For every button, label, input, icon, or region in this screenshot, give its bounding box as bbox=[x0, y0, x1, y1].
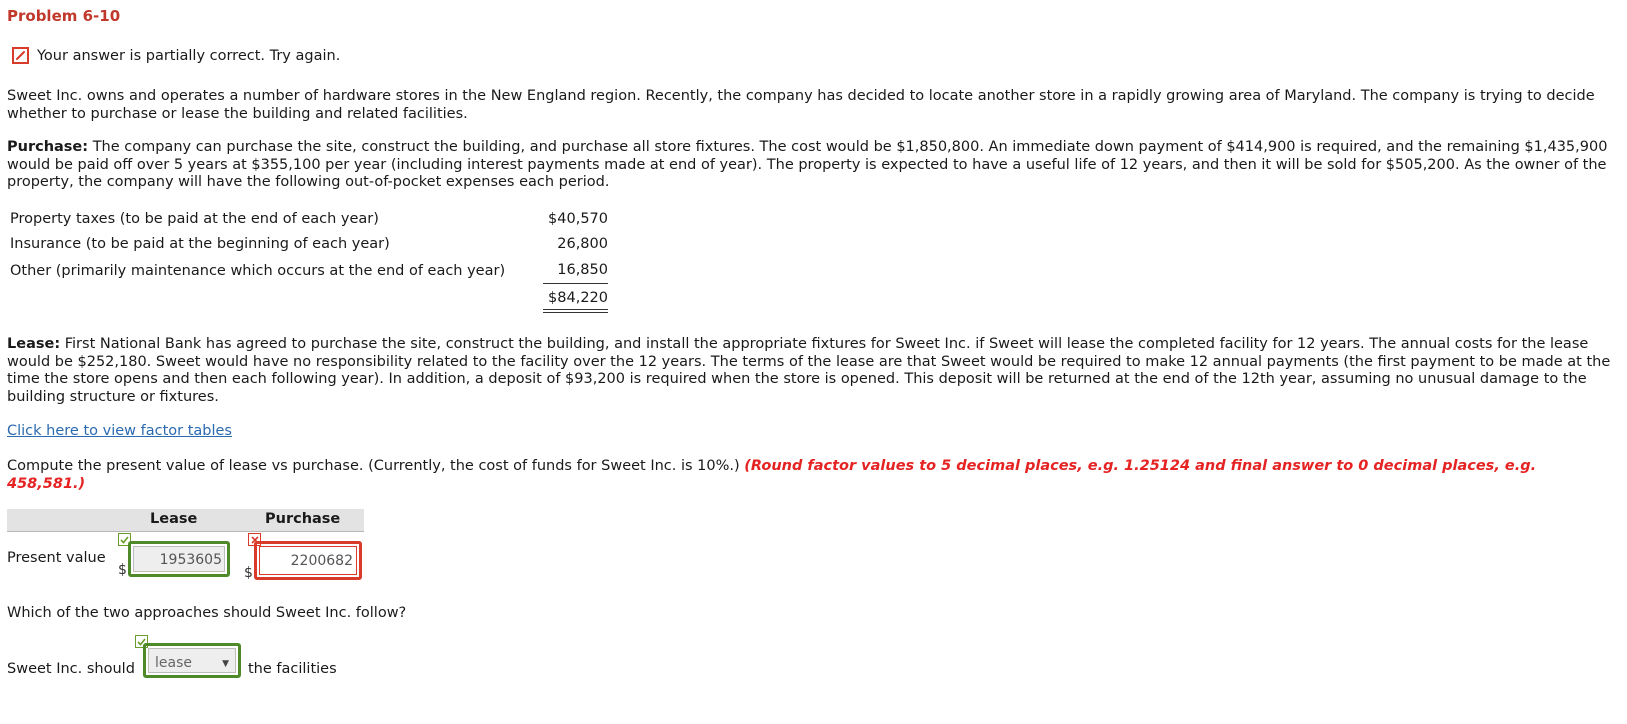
purchase-present-value-field[interactable] bbox=[254, 541, 362, 580]
purchase-present-value-input[interactable]: 2200682 bbox=[261, 548, 355, 573]
purchase-currency-symbol: $ bbox=[244, 565, 253, 581]
rounding-instruction: (Round factor values to 5 decimal places, e.g. 1.25124 and final answer to 0 decimal places, e.g. 458,581.) bbox=[7, 458, 1537, 492]
lease-text: First National Bank has agreed to purchase the site, construct the building, and install the appropriate fixtures for Sweet Inc. if Sweet will lease the completed facility for 12 years. The annual costs for the lease would be $252,180. Sweet would have no responsibility related to the facility over the 12 years. The terms of the lease are that Sweet would be required to make 12 annual payments (the first payment to be made at the time the store opens and then each following year). In addition, a deposit of $93,200 is required when the store is opened. This deposit will be returned at the end of the 12th year, assuming no unusual damage to the building structure or fixtures. bbox=[7, 336, 1611, 405]
status-message: Your answer is partially correct. Try again. bbox=[37, 48, 341, 64]
approach-select[interactable] bbox=[143, 643, 241, 678]
intro-paragraph: Sweet Inc. owns and operates a number of hardware stores in the New England region. Recently, the company has decided to locate another store in a rapidly growing area of Maryland. The company is trying to decide whether to purchase or lease the building and related facilities. bbox=[7, 88, 1595, 122]
answer-prefix: Sweet Inc. should bbox=[7, 661, 135, 677]
cost-value-insurance: 26,800 bbox=[557, 236, 608, 252]
lease-currency-symbol: $ bbox=[118, 562, 127, 578]
chevron-down-icon: ▼ bbox=[222, 659, 229, 669]
factor-tables-link[interactable]: Click here to view factor tables bbox=[7, 423, 232, 439]
purchase-label: Purchase: bbox=[7, 139, 89, 155]
question-paragraph bbox=[7, 458, 1619, 493]
total-double-rule bbox=[543, 309, 608, 313]
subtotal-rule bbox=[543, 283, 608, 284]
approach-question: Which of the two approaches should Sweet Inc. follow? bbox=[7, 605, 407, 621]
question-text: Compute the present value of lease vs purchase. (Currently, the cost of funds for Sweet Inc. is 10%.) bbox=[7, 458, 740, 474]
column-header-purchase: Purchase bbox=[265, 511, 341, 527]
partially-correct-icon bbox=[12, 47, 29, 64]
cost-label-other: Other (primarily maintenance which occurs at the end of each year) bbox=[10, 263, 506, 279]
answer-suffix: the facilities bbox=[248, 661, 337, 677]
approach-selected-value: lease bbox=[155, 655, 192, 671]
column-header-lease: Lease bbox=[150, 511, 198, 527]
cost-label-property-taxes: Property taxes (to be paid at the end of each year) bbox=[10, 211, 379, 227]
purchase-text: The company can purchase the site, construct the building, and purchase all store fixtures. The cost would be $1,850,800. An immediate down payment of $414,900 is required, and the remaining $1,435,900 would be paid off over 5 years at $355,100 per year (including interest payments made at end of year). The property is expected to have a useful life of 12 years, and then it will be sold for $505,200. As the owner of the property, the company will have the following out-of-pocket expenses each period. bbox=[7, 139, 1608, 190]
lease-paragraph bbox=[7, 336, 1619, 406]
problem-title: Problem 6-10 bbox=[7, 7, 121, 25]
lease-present-value-input[interactable]: 1953605 bbox=[133, 546, 225, 572]
purchase-paragraph bbox=[7, 139, 1619, 192]
cost-value-other: 16,850 bbox=[557, 262, 608, 278]
lease-label: Lease: bbox=[7, 336, 61, 352]
cost-value-property-taxes: $40,570 bbox=[548, 211, 608, 227]
cost-label-insurance: Insurance (to be paid at the beginning of each year) bbox=[10, 236, 390, 252]
present-value-label: Present value bbox=[7, 550, 106, 566]
lease-present-value-field[interactable] bbox=[128, 541, 230, 577]
cost-total: $84,220 bbox=[548, 290, 608, 306]
